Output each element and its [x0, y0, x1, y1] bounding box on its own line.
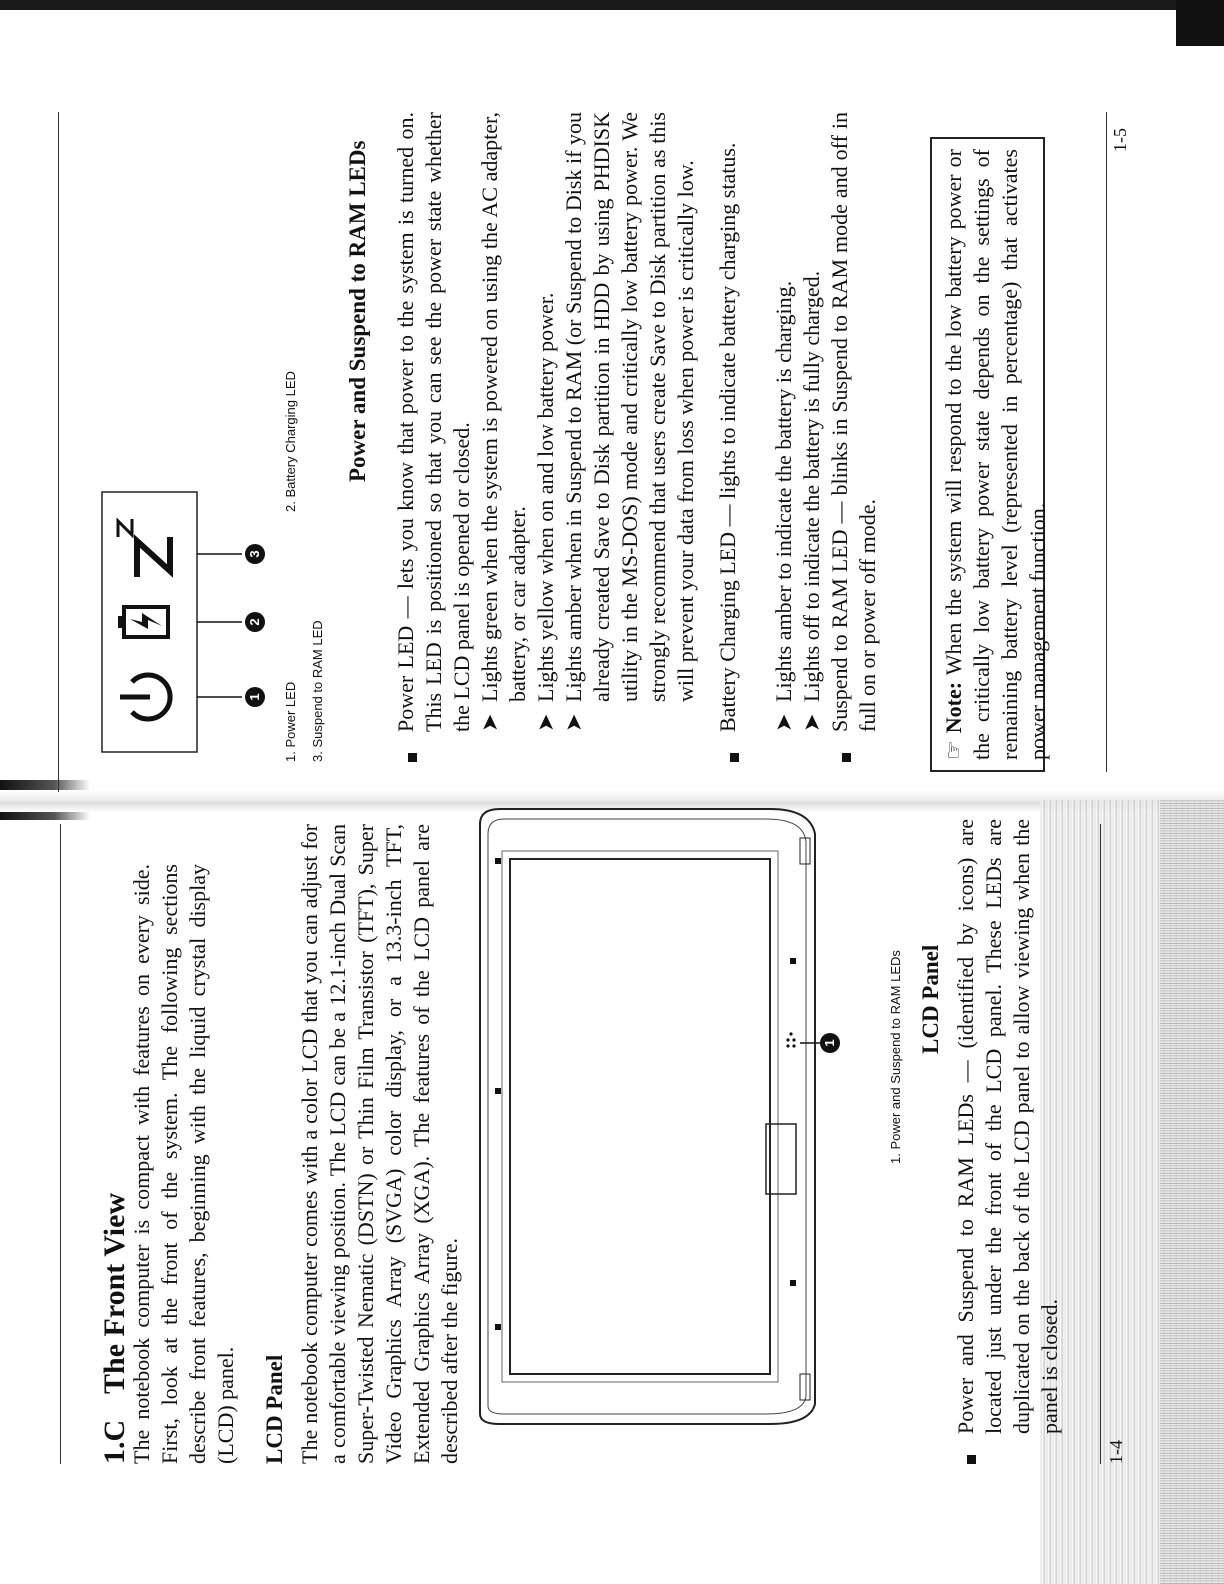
intro-paragraph: The notebook computer is compact with features on every side. First, look at the front of the system. The following sections describe front features, beginning with the liquid crystal display (LCD) panel. [129, 864, 238, 1464]
caption-power-led: 1. Power LED [283, 681, 298, 762]
note-box [930, 137, 1050, 772]
note-label: Note: [941, 681, 966, 734]
power-led-green: Lights green when the system is powered on using the AC adapter, battery, or car adapter. [477, 112, 530, 702]
sub-arrow-3: ➤ [561, 713, 586, 732]
led-callout-1: 1 [245, 687, 265, 707]
suspend-led-text: Suspend to RAM LED — blinks in Suspend to RAM mode and off in full on or power off mode. [827, 112, 880, 732]
sub-arrow-1: ➤ [477, 713, 502, 732]
lcd-panel-figure [470, 794, 830, 1434]
page-number-left: 1-4 [1106, 1440, 1126, 1464]
sub-arrow-5: ➤ [799, 713, 824, 732]
page-number-right: 1-5 [1110, 128, 1130, 152]
bullet-suspend [842, 753, 851, 762]
battery-charged-off: Lights off to indicate the battery is fully charged. [799, 270, 824, 702]
top-rule [60, 824, 61, 1464]
power-icon [120, 675, 170, 719]
battery-charging-icon [118, 607, 168, 637]
suspend-zzz-icon [118, 519, 170, 577]
led-callout-3: 3 [245, 544, 265, 564]
sub-arrow-4: ➤ [771, 713, 796, 732]
battery-charging-amber: Lights amber to indicate the battery is charging. [771, 280, 796, 702]
section-title: The Front View [98, 1192, 131, 1394]
top-rule-right [58, 112, 59, 792]
bottom-rule [1100, 824, 1101, 1464]
lcd-heading: LCD Panel [262, 1354, 287, 1464]
battery-led-text: Battery Charging LED — lights to indicate battery charging status. [715, 142, 740, 732]
bottom-rule-right [1106, 112, 1107, 772]
lcd-paragraph: The notebook computer comes with a color LCD that you can adjust for a comfortable viewing position. The LCD can be a 12.1-inch Dual Scan Super-Twisted Nematic (DSTN) or Thin Film Transistor (TFT), Super Video Graphics Array (SVGA) color display, or a 13.3-inch TFT, Extended Graphics Array (XGA). The features of the LCD panel are described after the figure. [297, 824, 462, 1464]
note-hand-icon: ☞ [941, 733, 966, 760]
figure-callout-1: 1 [820, 1033, 840, 1053]
leds-heading: Power and Suspend to RAM LEDs [345, 140, 370, 482]
caption-suspend-led: 3. Suspend to RAM LED [310, 620, 325, 762]
power-led-text: Power LED — lets you know that power to the system is turned on. This LED is positioned so that you can see the power state whether the LCD panel is opened or closed. [393, 112, 474, 732]
bullet-battery [730, 753, 739, 762]
bullet-power [408, 753, 417, 762]
power-led-amber: Lights amber when in Suspend to RAM (or Suspend to Disk if you already created Save to Disk partition in HDD by using PHDISK utility in the MS-DOS) mode and critically low battery power. We strongly recommend that users create Save to Disk partition as this will prevent your data from loss when power is critically low. [561, 112, 698, 702]
power-led-yellow: Lights yellow when on and low battery power. [533, 292, 558, 702]
caption-battery-led: 2. Battery Charging LED [283, 371, 298, 512]
note-text: When the system will respond to the low battery power or the critically low battery power state depends on the settings of remaining battery level (represented in percentage) that activates power management function. [941, 149, 1050, 760]
lcd-heading-2: LCD Panel [918, 944, 943, 1054]
figure-caption: 1. Power and Suspend to RAM LEDs [888, 950, 903, 1164]
led-callout-2: 2 [245, 612, 265, 632]
sub-arrow-2: ➤ [533, 713, 558, 732]
bullet-power-suspend-leds: Power and Suspend to RAM LEDs — (identified by icons) are located just under the front of the LCD panel. These LEDs are duplicated on the back of the LCD panel to allow viewing when the panel is closed. [953, 819, 1062, 1434]
section-number: 1.C [98, 1419, 131, 1464]
bullet-marker [967, 1455, 976, 1464]
